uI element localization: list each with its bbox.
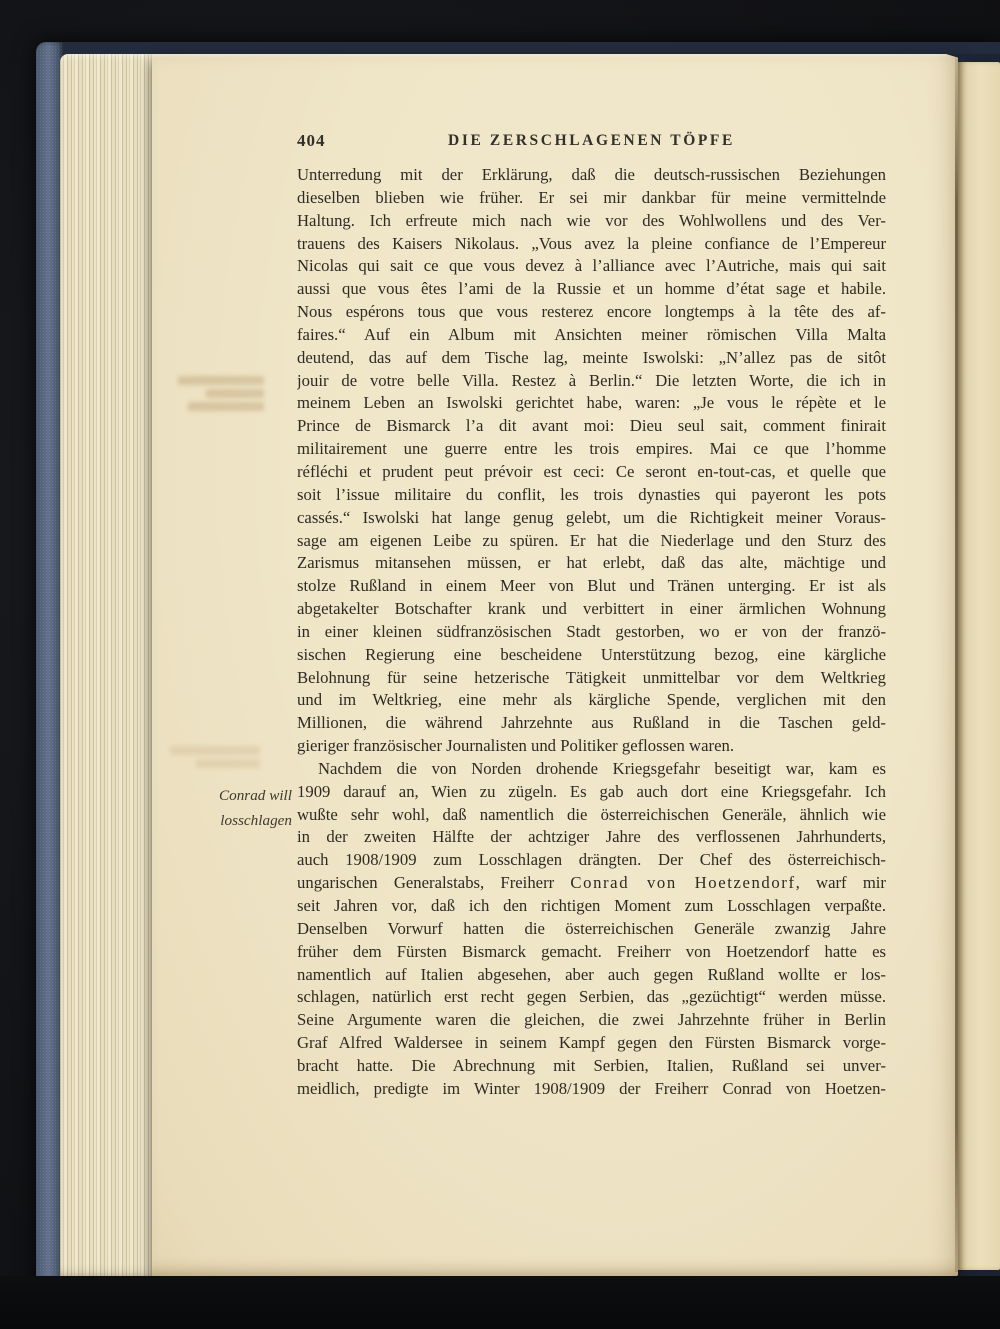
body-line: seit Jahren vor, daß ich den richtigen Moment zum Losschlagen verpaßte. xyxy=(297,896,886,915)
body-line: meidlich, predigte im Winter 1908/1909 der Freiherr Conrad von Hoetzen- xyxy=(297,1078,886,1098)
body-line: gieriger französischer Journalisten und Politiker geflossen waren. xyxy=(297,736,734,756)
body-line: Prince de Bismarck l’a dit avant moi: Dieu seul sait, comment finirait xyxy=(297,416,886,436)
body-text xyxy=(297,164,886,1101)
body-line: soit l’issue militaire du conflit, les trois dynasties qui payeront les pots xyxy=(297,484,886,504)
body-line: Nachdem die von Norden drohende Kriegsgefahr beseitigt war, kam es xyxy=(318,758,886,778)
body-line: sischen Regierung eine bescheidene Unterstützung bezog, eine kärgliche xyxy=(297,644,886,664)
body-line: Nicolas qui sait ce que vous devez à l’alliance avec l’Autriche, mais qui sait xyxy=(297,256,886,276)
book-bottom-shadow xyxy=(0,1276,1000,1329)
body-line: Haltung. Ich erfreute mich nach wie vor des Wohlwollens und des Ver- xyxy=(297,210,886,230)
body-line: jouir de votre belle Villa. Restez à Berlin.“ Die letzten Worte, die ich in xyxy=(297,370,886,390)
body-line: faires.“ Auf ein Album mit Ansichten meiner römischen Villa Malta xyxy=(297,324,886,344)
letterspaced-name: Conrad von Hoetzendorf xyxy=(570,873,796,893)
body-line: namentlich auf Italien abgesehen, aber auch gegen Rußland wollte er los- xyxy=(297,964,886,984)
body-line: Graf Alfred Waldersee in seinem Kampf gegen den Fürsten Bismarck vorge- xyxy=(297,1033,886,1053)
body-line: und im Weltkrieg, eine mehr als kärgliche Spende, verglichen mit den xyxy=(297,690,886,710)
margin-note-line: losschlagen xyxy=(220,812,292,830)
body-line: Unterredung mit der Erklärung, daß die deutsch-russischen Beziehungen xyxy=(297,165,886,184)
body-line: réfléchi et prudent peut prévoir est ceci: Ce seront en-tout-cas, et quelle que xyxy=(297,461,886,481)
body-line: militairement une guerre entre les trois empires. Mai ce que l’homme xyxy=(297,439,886,459)
body-line: trauens des Kaisers Nikolaus. „Vous avez la pleine confiance de l’Empereur xyxy=(297,233,886,253)
body-line: cassés.“ Iswolski hat lange genug gelebt, um die Richtigkeit meiner Voraus- xyxy=(297,507,886,527)
body-line: Seine Argumente waren die gleichen, die zwei Jahrzehnte früher in Berlin xyxy=(297,1010,886,1030)
page-edge-stack xyxy=(60,54,164,1280)
body-line: meinem Leben an Iswolski gerichtet habe, waren: „Je vous le répète et le xyxy=(297,393,886,413)
margin-note xyxy=(176,783,292,834)
body-line: wußte sehr wohl, daß namentlich die österreichischen Generäle, ähnlich wie xyxy=(297,804,886,824)
body-line: Denselben Vorwurf hatten die österreichischen Generäle zwanzig Jahre xyxy=(297,918,886,938)
gutter-crease xyxy=(955,58,958,1272)
body-line: sage am eigenen Leibe zu spüren. Er hat die Niederlage und den Sturz des xyxy=(297,530,886,550)
body-line: stolze Rußland in einem Meer von Blut und Tränen unterging. Er ist als xyxy=(297,576,886,596)
show-through-ghost-text xyxy=(168,742,260,772)
margin-note-line: Conrad will xyxy=(218,787,292,804)
body-line: bracht hatte. Die Abrechnung mit Serbien, Italien, Rußland sei unver- xyxy=(297,1055,886,1075)
body-line: Belohnung für seine hetzerische Tätigkeit unmittelbar vor dem Weltkrieg xyxy=(297,667,886,687)
body-line: ungarischen Generalstabs, Freiherr Conrad von Hoetzendorf, warf mir xyxy=(297,873,886,893)
body-line: Millionen, die während Jahrzehnte aus Rußland in die Taschen geld- xyxy=(297,713,886,733)
body-line: schlagen, natürlich erst recht gegen Serbien, das „gezüchtigt“ werden müsse. xyxy=(297,987,886,1007)
running-header: DIE ZERSCHLAGENEN TÖPFE xyxy=(448,132,735,149)
body-line: auch 1908/1909 zum Losschlagen drängten. Der Chef des österreichisch- xyxy=(297,850,886,870)
body-line: aussi que vous êtes l’ami de la Russie et un homme d’état sage et habile. xyxy=(297,279,886,299)
body-line: Nous espérons tous que vous resterez encore longtemps à la tête des af- xyxy=(297,302,886,322)
body-line: in einer kleinen südfranzösischen Stadt gestorben, wo er von der franzö- xyxy=(297,621,886,641)
body-line: früher dem Fürsten Bismarck gemacht. Freiherr von Hoetzendorf hatte es xyxy=(297,941,886,961)
page-number: 404 xyxy=(297,131,326,150)
facing-page-edge xyxy=(958,62,1000,1270)
body-line: Zarismus mitansehen müssen, er hat erlebt, daß das alte, mächtige und xyxy=(297,553,886,573)
body-line: in der zweiten Hälfte der achtziger Jahre des verflossenen Jahrhunderts, xyxy=(297,827,886,847)
body-line: abgetakelter Botschafter krank und verbittert in einer ärmlichen Wohnung xyxy=(297,599,886,619)
body-line: dieselben blieben wie früher. Er sei mir dankbar für meine vermittelnde xyxy=(297,187,886,207)
show-through-ghost-text xyxy=(176,372,264,415)
body-line: 1909 darauf an, Wien zu zügeln. Es gab auch dort eine Kriegsgefahr. Ich xyxy=(297,781,886,801)
body-line: deutend, das auf dem Tische lag, meinte Iswolski: „N’allez pas de sitôt xyxy=(297,347,886,367)
